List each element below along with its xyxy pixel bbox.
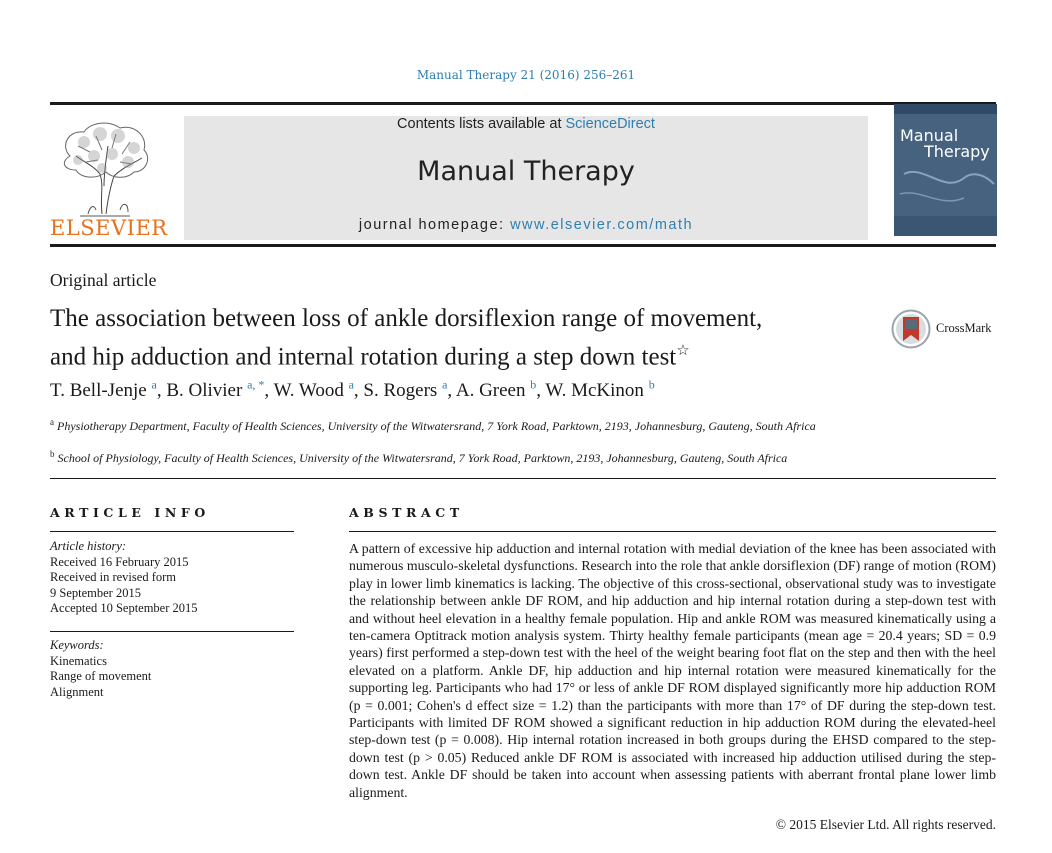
cover-title-line1: Manual bbox=[900, 126, 959, 145]
history-item: Accepted 10 September 2015 bbox=[50, 601, 198, 615]
homepage-prefix: journal homepage: bbox=[358, 217, 511, 233]
homepage-link[interactable]: www.elsevier.com/math bbox=[510, 217, 694, 233]
keyword: Range of movement bbox=[50, 669, 152, 683]
author[interactable]: W. Wood $^a$, bbox=[273, 378, 364, 402]
affiliation-a bbox=[50, 414, 870, 434]
title-line-1: The association between loss of ankle dorsiflexion range of movement, bbox=[50, 305, 763, 332]
contents-line bbox=[184, 116, 868, 132]
affiliation-text: Physiotherapy Department, Faculty of Health Sciences, University of the Witwatersrand, 7 York Road, Parktown, 2193, Johannesburg, Gauteng, South Africa bbox=[57, 419, 816, 433]
journal-title: Manual Therapy bbox=[417, 156, 635, 187]
affiliation-text: School of Physiology, Faculty of Health Sciences, University of the Witwatersrand, 7 York Road, Parktown, 2193, Johannesburg, Gauteng, South Africa bbox=[57, 451, 788, 465]
abstract-heading: ABSTRACT bbox=[349, 505, 464, 520]
article-info-heading: ARTICLE INFO bbox=[50, 505, 210, 520]
affiliation-mark: a bbox=[50, 417, 54, 427]
keywords-label: Keywords: bbox=[50, 638, 104, 652]
article-info-rule bbox=[50, 531, 294, 532]
author-list bbox=[50, 378, 655, 402]
homepage-line bbox=[184, 217, 868, 233]
keyword: Alignment bbox=[50, 684, 104, 699]
history-item: 9 September 2015 bbox=[50, 585, 141, 600]
author[interactable]: W. McKinon $^b$ bbox=[545, 378, 655, 402]
author[interactable]: T. Bell-Jenje $^a$, bbox=[50, 378, 167, 402]
cover-title bbox=[900, 128, 990, 160]
author[interactable]: B. Olivier $^{a, *}$, bbox=[166, 378, 274, 402]
affiliation-b bbox=[50, 446, 870, 466]
section-rule bbox=[50, 478, 996, 479]
keywords-rule bbox=[50, 631, 294, 632]
crossmark-label[interactable]: CrossMark bbox=[936, 321, 992, 335]
journal-cover-image[interactable] bbox=[894, 104, 997, 236]
history-item: Received 16 February 2015 bbox=[50, 554, 189, 569]
crossmark-icon[interactable] bbox=[891, 309, 931, 349]
keywords bbox=[50, 638, 151, 700]
keyword: Kinematics bbox=[50, 653, 107, 668]
title-line-2: and hip adduction and internal rotation during a step down test bbox=[50, 343, 677, 371]
publisher-name: ELSEVIER bbox=[50, 216, 168, 240]
history-label: Article history: bbox=[50, 539, 127, 553]
article-title bbox=[50, 302, 880, 373]
journal-citation[interactable]: Manual Therapy 21 (2016) 256–261 bbox=[416, 68, 636, 82]
author[interactable]: S. Rogers $^a$, bbox=[363, 378, 456, 402]
journal-banner bbox=[184, 116, 868, 240]
article-type: Original article bbox=[50, 270, 157, 290]
header-bottom-rule bbox=[50, 244, 996, 247]
title-footnote-star[interactable]: ☆ bbox=[676, 343, 690, 359]
copyright-notice: © 2015 Elsevier Ltd. All rights reserved. bbox=[775, 817, 996, 832]
affiliation-mark: b bbox=[50, 449, 55, 459]
article-history bbox=[50, 539, 198, 617]
cover-title-line2: Therapy bbox=[924, 142, 990, 161]
history-item: Received in revised form bbox=[50, 570, 176, 584]
cover-art-icon bbox=[894, 104, 997, 236]
top-rule bbox=[50, 102, 996, 105]
sciencedirect-link[interactable]: ScienceDirect bbox=[565, 116, 655, 132]
abstract-rule bbox=[349, 531, 996, 532]
abstract-text: A pattern of excessive hip adduction and internal rotation with medial deviation of the knee has been associated with numerous musculo-skeletal dysfunctions. Research into the role that ankle dorsiflexion (DF) range of motion (ROM) play in lower limb kinematics is lacking. The objective of this cross-sectional, observational study was to investigate the relationship between ankle DF ROM, and hip adduction and hip internal rotation during a step-down test with and without heel elevation in a healthy female population. Hip and ankle ROM was measured kinematically using a ten-camera Optitrack motion analysis system. Thirty healthy female participants (mean age = 20.4 years; SD = 0.9 years) first performed a step-down test with the heel of the weight bearing foot flat on the step and then with the heel elevated on a platform. Ankle DF, hip adduction and hip internal rotation were measured kinematically for the supporting leg. Participants who had 17° or less of ankle DF ROM displayed significantly more hip adduction ROM (p = 0.001; Cohen's d effect size = 1.2) than the participants with more than 17° of DF during the step-down test. Participants with limited DF ROM showed a significant reduction in hip adduction ROM during the elevated-heel step-down test (p = 0.008). Hip internal rotation increased in both groups during the EHSD compared to the step-down test (p > 0.05) Reduced ankle DF ROM is associated with increased hip adduction utilised during the step-down test. Ankle DF should be taken into account when assessing patients with aberrant frontal plane lower limb alignment. bbox=[349, 541, 996, 800]
contents-prefix: Contents lists available at bbox=[397, 116, 566, 132]
author[interactable]: A. Green $^b$, bbox=[455, 378, 546, 402]
